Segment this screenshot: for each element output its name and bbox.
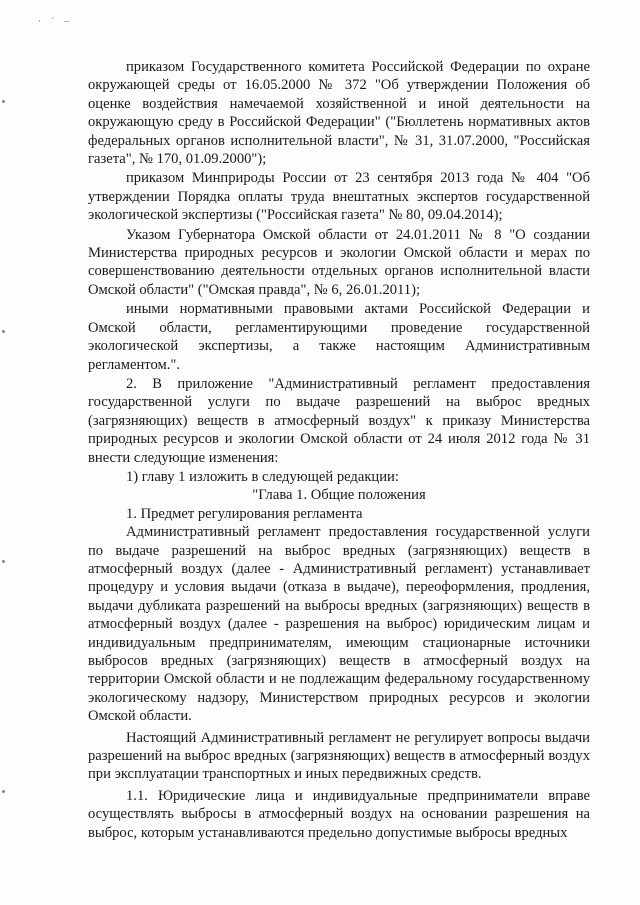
paragraph-1-1: 1.1. Юридические лица и индивидуальные предприниматели вправе осуществлять выбросы в атмосферный воздух на основании разрешения на выброс, которым устанавливаются предельно допустимые выбросы вредных [88,787,590,841]
paragraph-amendment-2: 2. В приложение "Административный регламент предоставления государственной услуги по выдаче разрешений на выброс вредных (загрязняющих) веществ в атмосферный воздух" к приказу Министерства природных ресурсов и экологии Омской области от 24 июля 2012 года № 31 внести следующие изменения: [88,375,590,466]
paragraph-regulation-subject: Административный регламент предоставления государственной услуги по выдаче разрешений на выброс вредных (загрязняющих) веществ в атмосферный воздух (далее - Административный регламент) устанавливает процедуру и условия выдачи (отказа в выдаче), переоформления, продления, выдачи дубликата разрешений на выбросы вредных (загрязняющих) веществ в атмосферный воздух (далее - разрешения на выброс) юридическим лицам и индивидуальным предпринимателям, имеющим стационарные источники выбросов вредных (загрязняющих) веществ в атмосферный воздух на территории Омской области и не подлежащим федеральному государственному экологическому надзору, Министерством природных ресурсов и экологии Омской области. [88,524,590,725]
paragraph-governor-decree: Указом Губернатора Омской области от 24.01.2011 № 8 "О создании Министерства природных ресурсов и экологии Омской области и мерах по совершенствованию деятельности отдельных органов исполнительной власти Омской области" ("Омская правда", № 6, 26.01.2011); [88,226,590,298]
paragraph-scope-exclusion: Настоящий Административный регламент не регулирует вопросы выдачи разрешений на выброс вредных (загрязняющих) веществ в атмосферный воздух при эксплуатации транспортных и иных передвижных средств. [88,729,590,783]
paragraph-chapter-1-instruction: 1) главу 1 изложить в следующей редакции: [126,468,399,485]
scan-dot [2,100,5,103]
document-body [88,58,590,842]
scan-dot [2,790,5,793]
scan-dot [2,560,5,563]
scan-artifact: · ´ ‒ [38,16,73,26]
scan-dot [2,330,5,333]
paragraph-order-minprirody: приказом Минприроды России от 23 сентября 2013 года № 404 "Об утверждении Порядка оплаты труда внештатных экспертов государственной экологической экспертизы ("Российская газета" № 80, 09.04.2014); [88,170,590,224]
paragraph-other-acts: иными нормативными правовыми актами Российской Федерации и Омской области, регламентирующими проведение государственной экологической экспертизы, а также настоящим Административным регламентом.". [88,301,590,373]
chapter-heading: "Глава 1. Общие положения [252,487,426,504]
section-heading: 1. Предмет регулирования регламента [126,505,363,522]
paragraph-order-goskomekologii: приказом Государственного комитета Российской Федерации по охране окружающей среды от 16.05.2000 № 372 "Об утверждении Положения об оценке воздействия намечаемой хозяйственной и иной деятельности на окружающую среду в Российской Федерации" ("Бюллетень нормативных актов федеральных органов исполнительной власти", № 31, 31.07.2000, "Российская газета", № 170, 01.09.2000"); [88,59,590,168]
